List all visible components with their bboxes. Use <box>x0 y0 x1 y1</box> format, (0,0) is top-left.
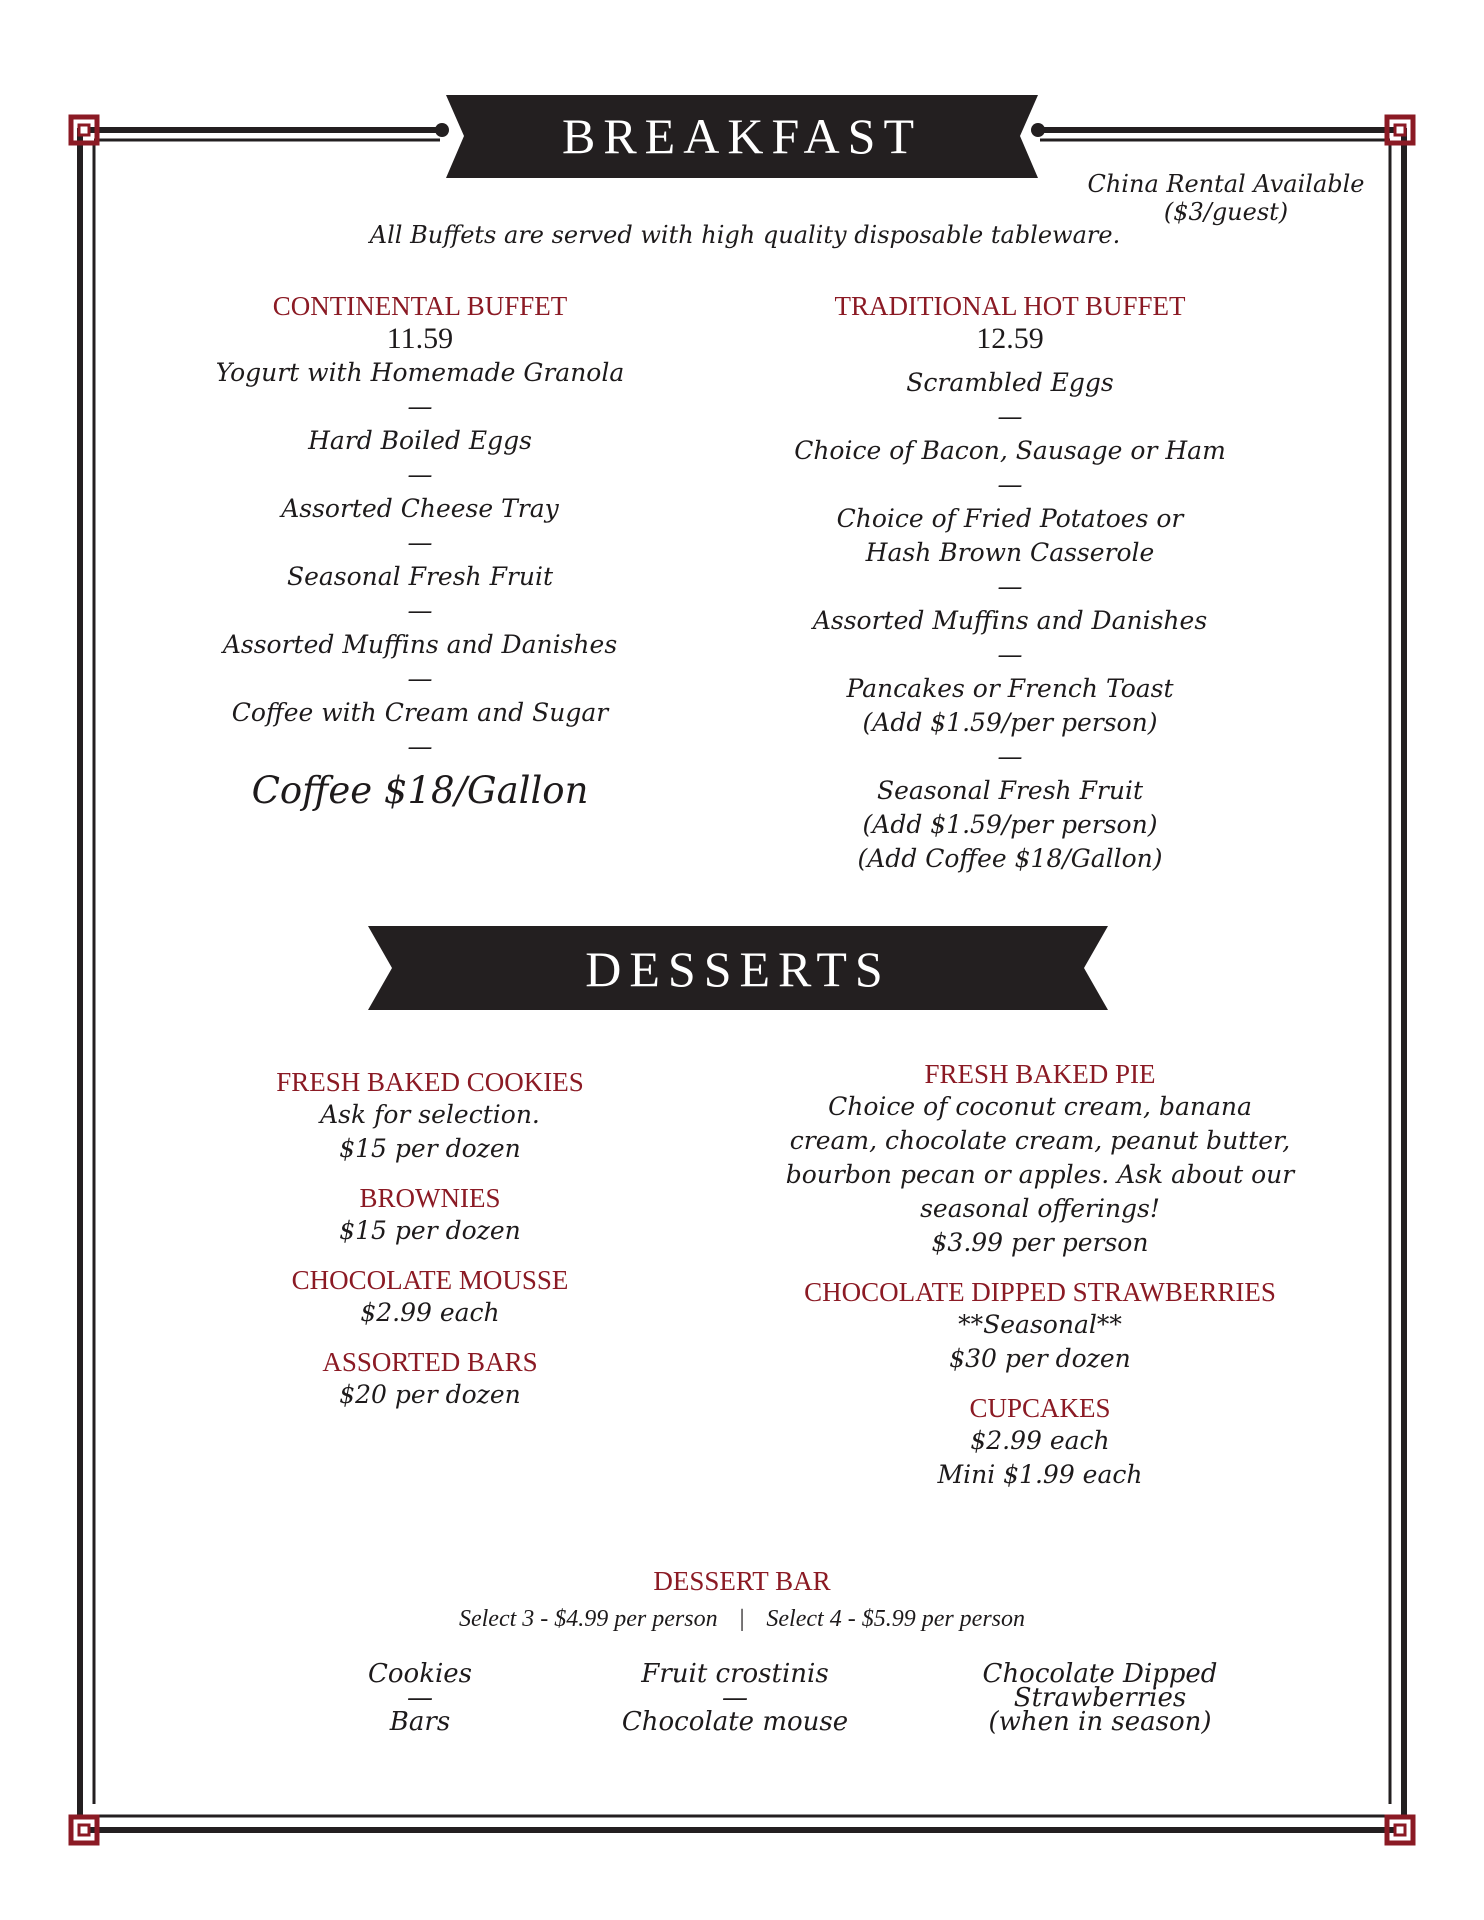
item-separator: — <box>407 664 433 693</box>
section-gap <box>180 1330 680 1346</box>
item-separator: — <box>997 572 1023 601</box>
desserts-title: DESSERTS <box>585 941 891 997</box>
dessert-section <box>180 1264 680 1330</box>
dessert-section <box>180 1066 680 1166</box>
item-separator: — <box>997 640 1023 669</box>
dessert-bar-heading: DESSERT BAR <box>653 1566 831 1596</box>
continental-item: Hard Boiled Eggs <box>308 426 532 455</box>
continental-item: Assorted Cheese Tray <box>281 494 559 523</box>
tableware-note: All Buffets are served with high quality disposable tableware. <box>369 221 1121 249</box>
dessert-heading: ASSORTED BARS <box>322 1347 538 1377</box>
traditional-item <box>740 502 1280 570</box>
breakfast-title: BREAKFAST <box>561 108 922 164</box>
continental-price: 11.59 <box>386 322 454 355</box>
item-separator: — <box>407 460 433 489</box>
traditional-items <box>740 366 1280 876</box>
item-separator: — <box>997 742 1023 771</box>
dessert-detail: cream, chocolate cream, peanut butter, <box>789 1126 1291 1155</box>
dessert-detail: $30 per dozen <box>949 1344 1131 1373</box>
dessert-section <box>180 1182 680 1248</box>
dessert-detail: Ask for selection. <box>320 1100 540 1129</box>
continental-item: Yogurt with Homemade Granola <box>215 358 625 387</box>
continental-item: Seasonal Fresh Fruit <box>286 562 554 591</box>
dessert-bar-separator: — <box>722 1683 748 1713</box>
dessert-detail: $3.99 per person <box>931 1228 1149 1257</box>
traditional-item-line: (Add $1.59/per person) <box>862 708 1158 737</box>
item-separator: — <box>407 732 433 761</box>
dessert-heading: FRESH BAKED PIE <box>924 1059 1156 1089</box>
dessert-bar-options <box>0 1606 1484 1633</box>
traditional-heading: TRADITIONAL HOT BUFFET <box>834 291 1186 321</box>
dessert-detail: bourbon pecan or apples. Ask about our <box>785 1160 1295 1189</box>
dessert-section <box>760 1392 1320 1492</box>
traditional-item-line: Choice of Bacon, Sausage or Ham <box>794 436 1226 465</box>
dessert-heading: CHOCOLATE MOUSSE <box>291 1265 569 1295</box>
traditional-item-line: Seasonal Fresh Fruit <box>876 776 1144 805</box>
dessert-heading: CHOCOLATE DIPPED STRAWBERRIES <box>804 1277 1276 1307</box>
desserts-left-column <box>180 1066 680 1412</box>
continental-heading: CONTINENTAL BUFFET <box>272 291 568 321</box>
desserts-right-column <box>760 1058 1320 1492</box>
continental-item: Coffee with Cream and Sugar <box>231 698 609 727</box>
traditional-item-line: Scrambled Eggs <box>906 368 1114 397</box>
dessert-detail: **Seasonal** <box>958 1310 1122 1339</box>
dessert-detail: $2.99 each <box>970 1426 1110 1455</box>
dessert-bar-item: Fruit crostinis <box>641 1659 829 1689</box>
traditional-item <box>740 672 1280 740</box>
dessert-detail: Choice of coconut cream, banana <box>828 1092 1252 1121</box>
traditional-item-line: (Add $1.59/per person) <box>862 810 1158 839</box>
dessert-bar-item: Cookies <box>368 1659 472 1689</box>
dessert-detail: seasonal offerings! <box>920 1194 1160 1223</box>
traditional-price: 12.59 <box>976 322 1044 355</box>
traditional-item <box>740 434 1280 468</box>
item-separator: — <box>407 392 433 421</box>
dessert-bar-item: (when in season) <box>988 1707 1212 1737</box>
item-separator: — <box>407 528 433 557</box>
dessert-bar-col-3 <box>950 1659 1250 1737</box>
dessert-bar-separator: — <box>407 1683 433 1713</box>
dessert-detail: $15 per dozen <box>339 1216 521 1245</box>
section-gap <box>180 1248 680 1264</box>
dessert-section <box>760 1276 1320 1376</box>
traditional-item-line: Choice of Fried Potatoes or <box>836 504 1184 533</box>
china-rental-text: China Rental Available <box>1087 170 1365 198</box>
china-rental-note <box>1056 170 1396 226</box>
traditional-item <box>740 774 1280 876</box>
continental-coffee: Coffee $18/Gallon <box>251 769 589 812</box>
continental-item: Assorted Muffins and Danishes <box>222 630 618 659</box>
traditional-item <box>740 366 1280 400</box>
item-separator: — <box>407 596 433 625</box>
dessert-bar-col-1 <box>320 1659 520 1737</box>
section-gap <box>760 1260 1320 1276</box>
traditional-item-line: Hash Brown Casserole <box>865 538 1155 567</box>
traditional-item <box>740 604 1280 638</box>
dessert-section <box>180 1346 680 1412</box>
china-rental-price: ($3/guest) <box>1163 198 1289 226</box>
dessert-detail: Mini $1.99 each <box>937 1460 1143 1489</box>
continental-buffet <box>160 290 680 814</box>
dessert-heading: FRESH BAKED COOKIES <box>276 1067 584 1097</box>
dessert-bar-col-2 <box>600 1659 870 1737</box>
dessert-bar-divider: | <box>739 1606 745 1632</box>
traditional-buffet <box>740 290 1280 876</box>
dessert-section <box>760 1058 1320 1260</box>
item-separator: — <box>997 402 1023 431</box>
dessert-bar-select3: Select 3 - $4.99 per person <box>458 1606 718 1632</box>
dessert-detail: $2.99 each <box>360 1298 500 1327</box>
section-gap <box>760 1376 1320 1392</box>
item-separator: — <box>997 470 1023 499</box>
dessert-heading: BROWNIES <box>359 1183 501 1213</box>
section-gap <box>180 1166 680 1182</box>
traditional-item-line: (Add Coffee $18/Gallon) <box>857 844 1163 873</box>
dessert-bar-select4: Select 4 - $5.99 per person <box>766 1606 1026 1632</box>
dessert-bar-item: Chocolate mouse <box>621 1707 849 1737</box>
dessert-detail: $15 per dozen <box>339 1134 521 1163</box>
dessert-detail: $20 per dozen <box>339 1380 521 1409</box>
continental-items <box>160 356 680 764</box>
dessert-bar-item: Strawberries <box>1013 1683 1187 1713</box>
dessert-bar-item: Bars <box>389 1707 451 1737</box>
traditional-item-line: Assorted Muffins and Danishes <box>812 606 1208 635</box>
traditional-item-line: Pancakes or French Toast <box>846 674 1174 703</box>
dessert-bar-item: Chocolate Dipped <box>982 1659 1218 1689</box>
dessert-heading: CUPCAKES <box>969 1393 1111 1423</box>
